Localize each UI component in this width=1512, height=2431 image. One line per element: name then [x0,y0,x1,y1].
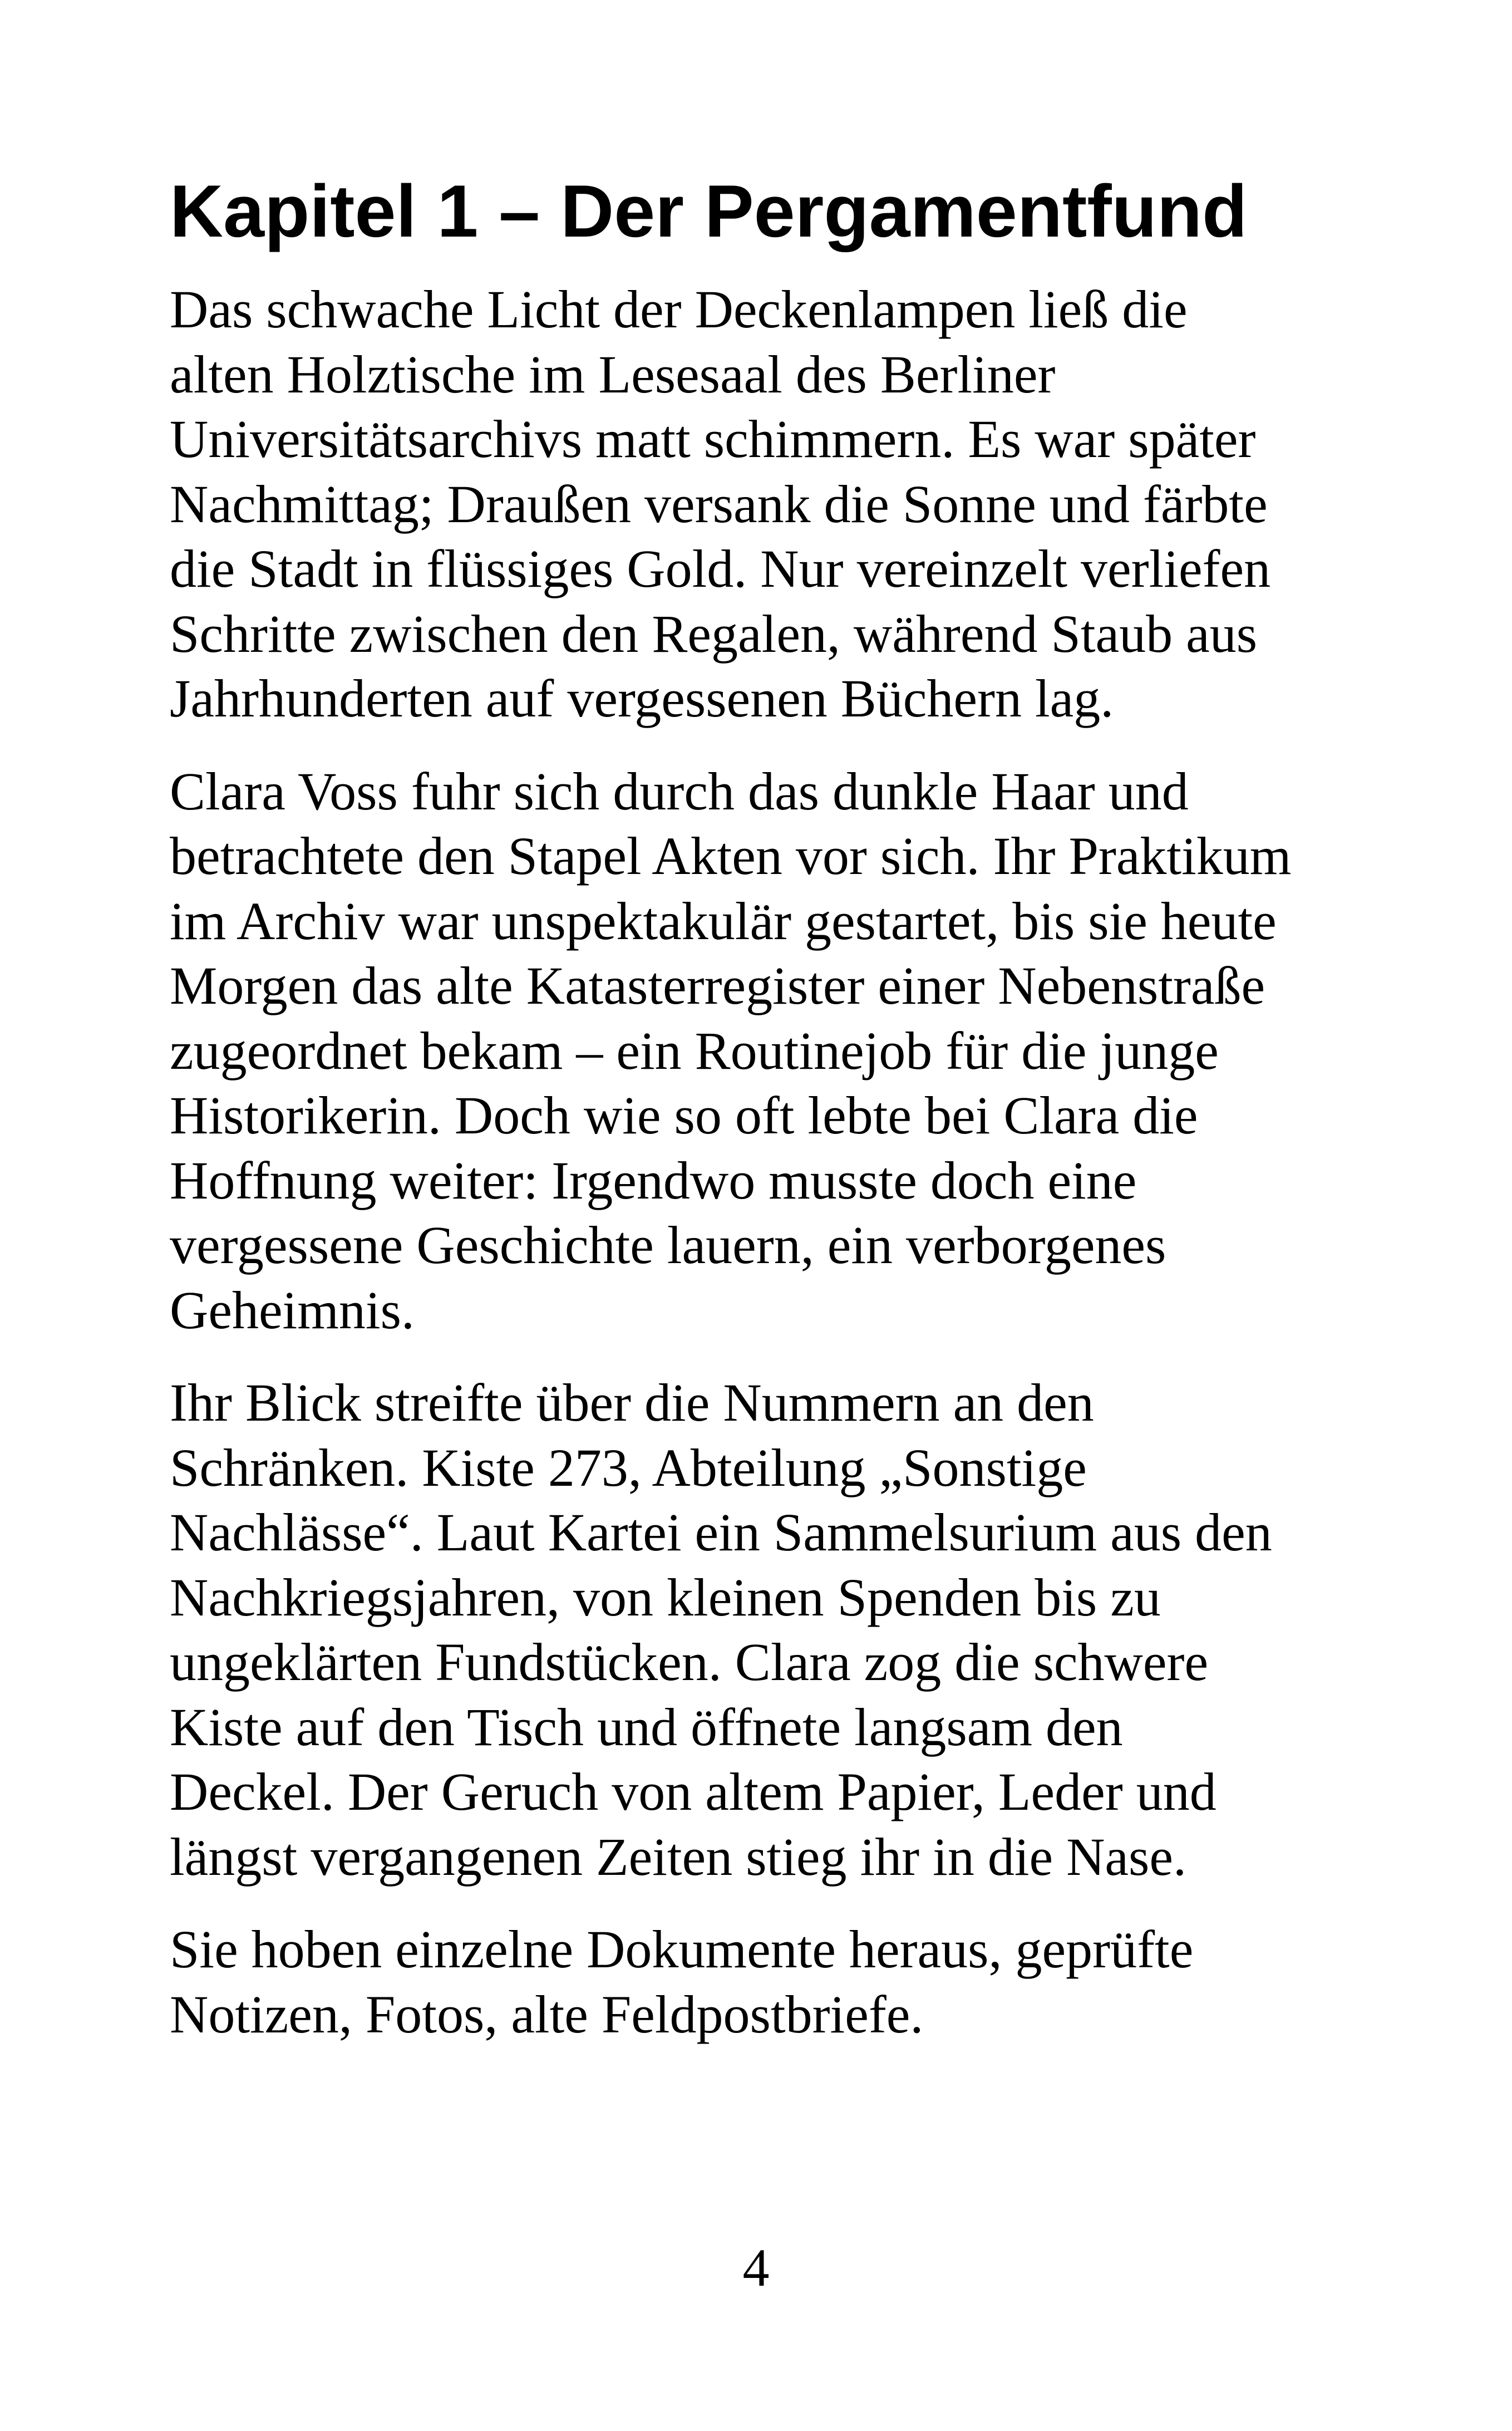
text-line: Hoffnung weiter: Irgendwo musste doch eine [170,1150,1137,1210]
text-line: betrachtete den Stapel Akten vor sich. Ihr Praktikum [170,826,1292,886]
text-line: die Stadt in flüssiges Gold. Nur vereinzelt verliefen [170,539,1271,598]
text-line: Ihr Blick streifte über die Nummern an den [170,1373,1094,1432]
text-line: längst vergangenen Zeiten stieg ihr in die Nase. [170,1826,1186,1887]
text-line: ungeklärten Fundstücken. Clara zog die schwere [170,1632,1209,1692]
text-line: Sie hoben einzelne Dokumente heraus, geprüfte [170,1919,1194,1979]
text-line: Nachmittag; Draußen versank die Sonne und färbte [170,474,1268,534]
text-line: Schränken. Kiste 273, Abteilung „Sonstige [170,1437,1087,1497]
text-line: Das schwache Licht der Deckenlampen ließ die [170,279,1188,339]
text-line: Clara Voss fuhr sich durch das dunkle Haar und [170,761,1189,821]
text-line: im Archiv war unspektakulär gestartet, bis sie heute [170,891,1277,951]
text-line: vergessene Geschichte lauern, ein verborgenes [170,1215,1166,1275]
text-line: Universitätsarchivs matt schimmern. Es war später [170,409,1256,469]
paragraph-2 [170,759,1366,1343]
text-line: Kiste auf den Tisch und öffnete langsam den [170,1697,1123,1757]
text-line: Nachkriegsjahren, von kleinen Spenden bis zu [170,1567,1161,1627]
text-line: Morgen das alte Katasterregister einer Nebenstraße [170,956,1265,1015]
text-line: Notizen, Fotos, alte Feldpostbriefe. [170,1984,924,2044]
chapter-title: Kapitel 1 – Der Pergamentfund [170,170,1248,253]
text-line: Jahrhunderten auf vergessenen Büchern lag. [170,669,1114,728]
page-number: 4 [742,2238,770,2297]
text-line: Historikerin. Doch wie so oft lebte bei Clara die [170,1086,1198,1145]
text-line: Geheimnis. [170,1280,415,1340]
paragraph-4 [170,1917,1366,2047]
page-content [170,167,1366,2075]
text-line: zugeordnet bekam – ein Routinejob für die junge [170,1020,1219,1081]
text-line: Schritte zwischen den Regalen, während Staub aus [170,603,1258,664]
paragraph-3 [170,1371,1366,1889]
text-line: Nachlässe“. Laut Kartei ein Sammelsurium aus den [170,1502,1272,1562]
text-line: alten Holztische im Lesesaal des Berliner [170,344,1056,404]
text-line: Deckel. Der Geruch von altem Papier, Leder und [170,1762,1217,1821]
paragraph-1 [170,277,1366,731]
